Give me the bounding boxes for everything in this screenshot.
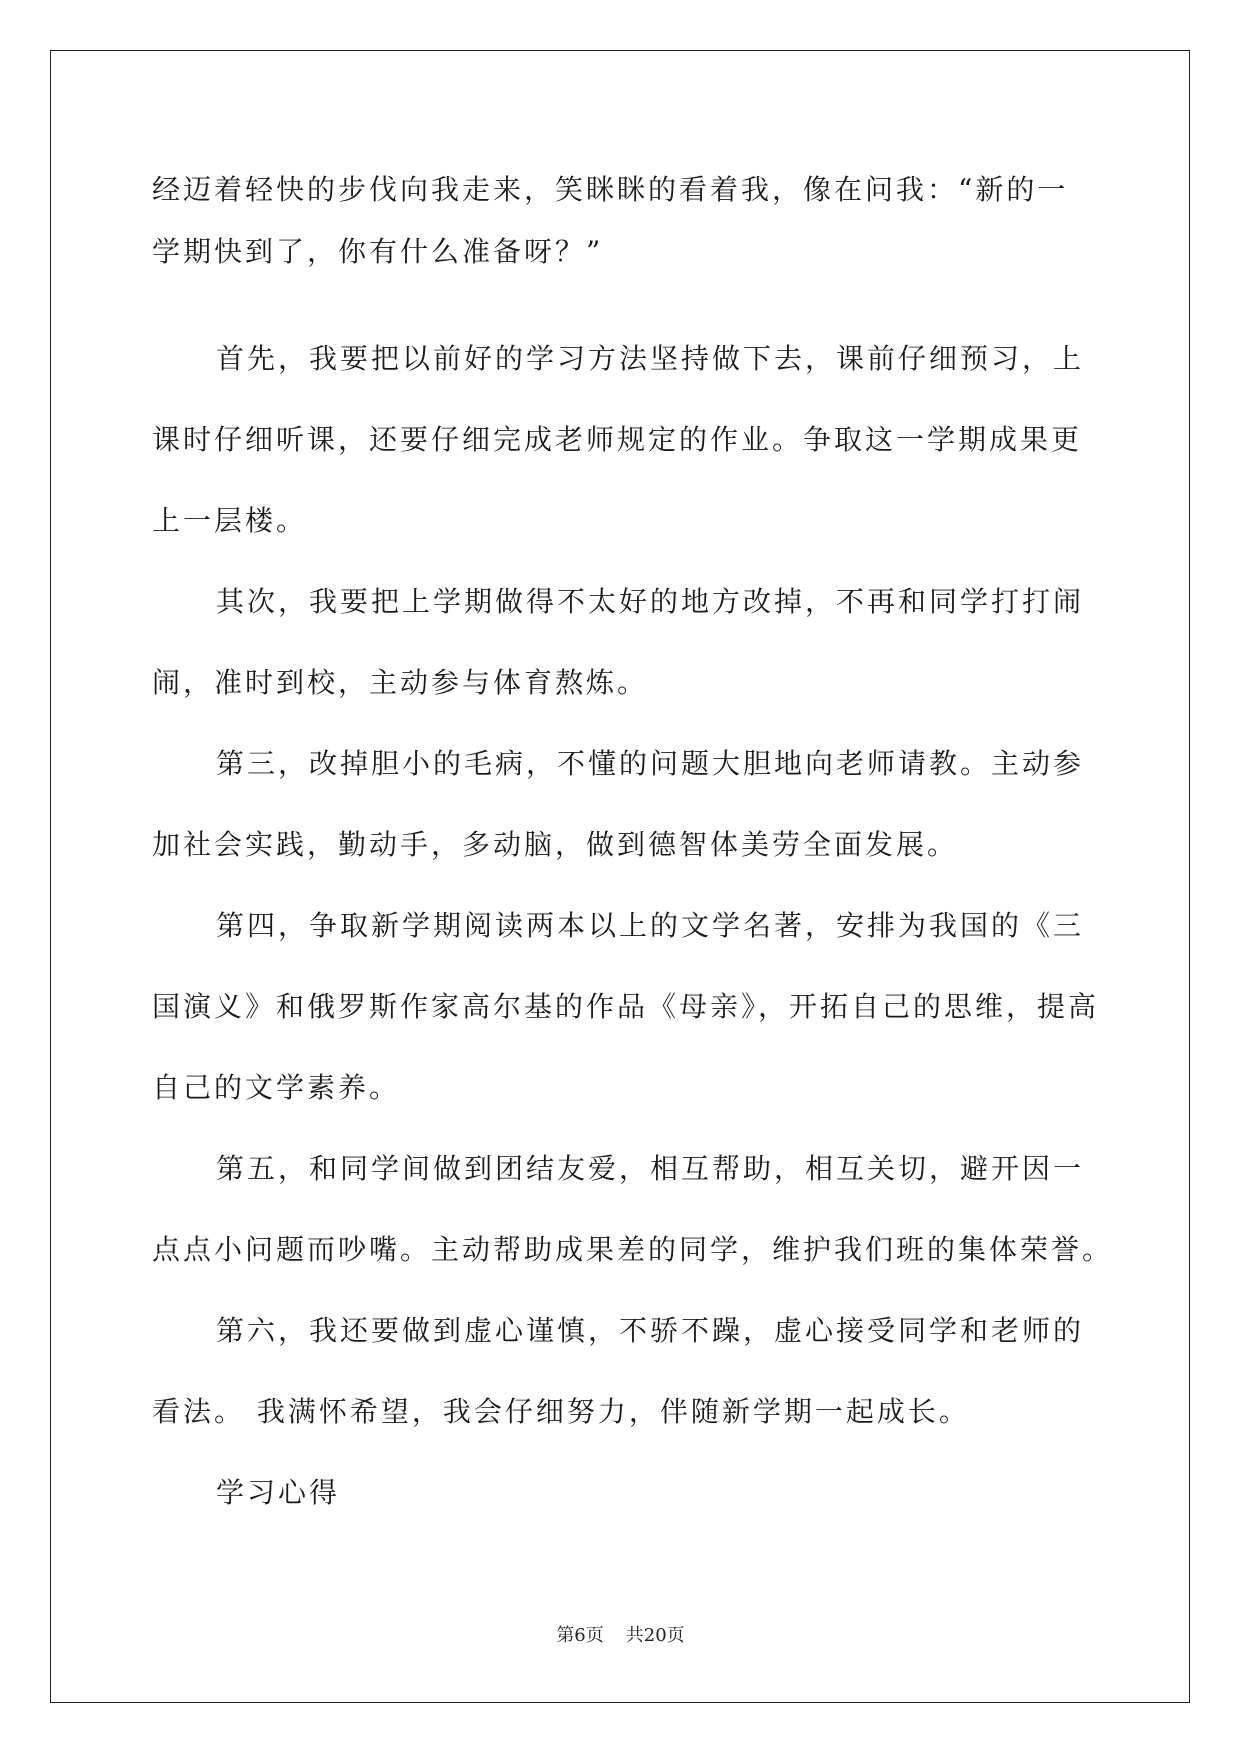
text-line: 第四，争取新学期阅读两本以上的文学名著，安排为我国的《三 — [216, 909, 1085, 942]
text-line: 首先，我要把以前好的学习方法坚持做下去，课前仔细预习，上 — [216, 342, 1085, 375]
text-line: 自己的文学素养。 — [152, 1071, 401, 1104]
text-line: 看法。 我满怀希望，我会仔细努力，伴随新学期一起成长。 — [152, 1395, 970, 1428]
section-heading: 学习心得 — [216, 1476, 341, 1509]
text-line: 国演义》和俄罗斯作家高尔基的作品《母亲》，开拓自己的思维，提高 — [152, 990, 1100, 1023]
text-line: 第三，改掉胆小的毛病，不懂的问题大胆地向老师请教。主动参 — [216, 747, 1085, 780]
text-line: 学期快到了，你有什么准备呀？” — [152, 235, 604, 268]
page-number: 第6页 — [556, 1625, 604, 1646]
text-line: 经迈着轻快的步伐向我走来，笑眯眯的看着我，像在问我：“新的一 — [152, 173, 1069, 206]
page-total: 共20页 — [625, 1625, 685, 1646]
text-line: 上一层楼。 — [152, 504, 308, 537]
page-border — [50, 50, 1190, 1703]
text-line: 课时仔细听课，还要仔细完成老师规定的作业。争取这一学期成果更 — [152, 423, 1083, 456]
text-line: 点点小问题而吵嘴。主动帮助成果差的同学，维护我们班的集体荣誉。 — [152, 1233, 1114, 1266]
text-line: 第五，和同学间做到团结友爱，相互帮助，相互关切，避开因一 — [216, 1152, 1085, 1185]
text-line: 加社会实践，勤动手，多动脑，做到德智体美劳全面发展。 — [152, 828, 959, 861]
text-line: 闹，准时到校，主动参与体育熬炼。 — [152, 666, 649, 699]
text-line: 其次，我要把上学期做得不太好的地方改掉，不再和同学打打闹 — [216, 585, 1085, 618]
text-line: 第六，我还要做到虚心谨慎，不骄不躁，虚心接受同学和老师的 — [216, 1314, 1085, 1347]
page-footer — [0, 1621, 1241, 1647]
